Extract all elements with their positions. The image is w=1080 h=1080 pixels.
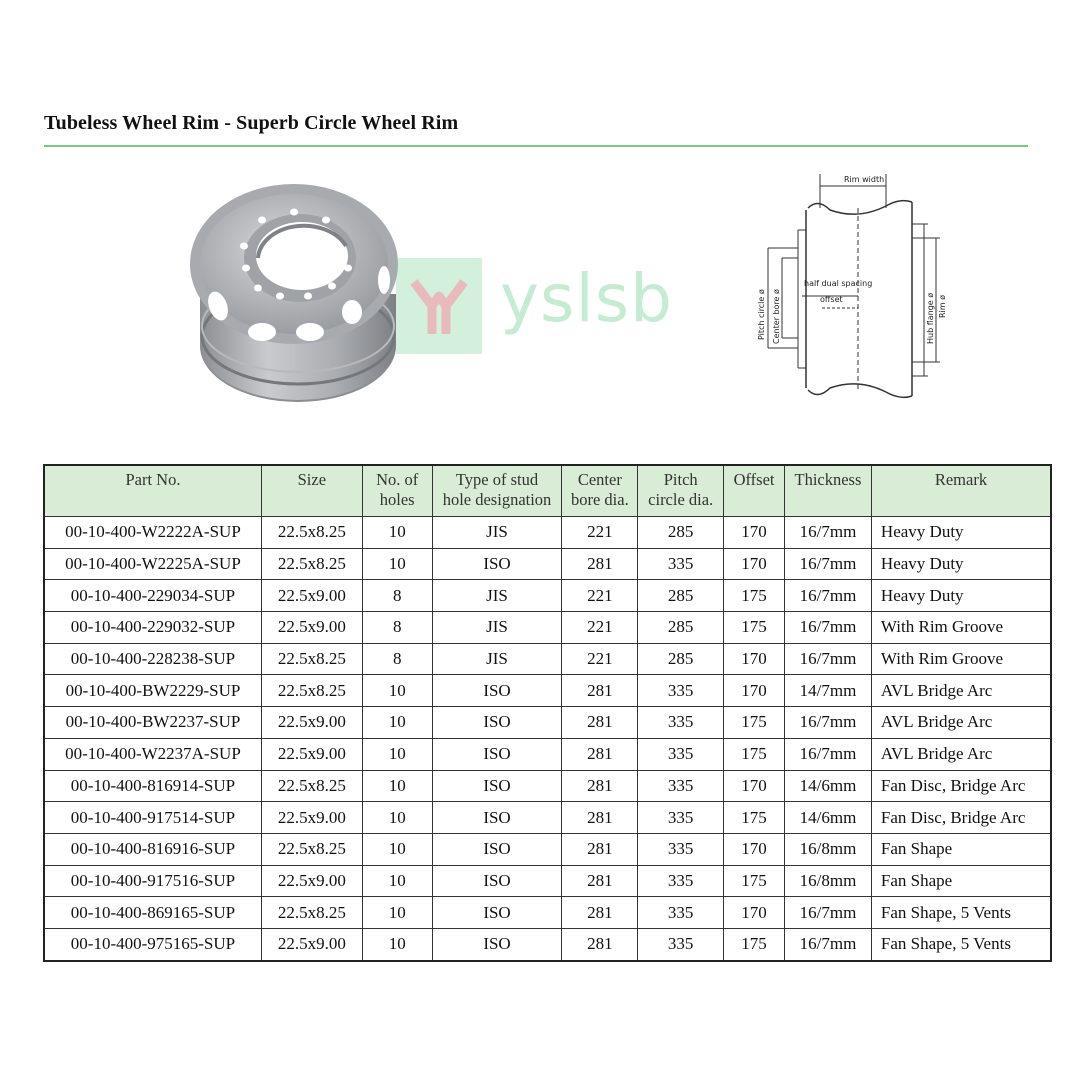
center-bore-cell: 281 <box>562 897 638 929</box>
part-no-cell: 00-10-400-869165-SUP <box>44 897 261 929</box>
offset-label: offset <box>820 295 843 304</box>
offset-cell: 175 <box>724 865 785 897</box>
part-no-cell: 00-10-400-W2222A-SUP <box>44 517 261 549</box>
part-no-cell: 00-10-400-228238-SUP <box>44 643 261 675</box>
holes-cell: 10 <box>362 738 432 770</box>
holes-cell: 10 <box>362 770 432 802</box>
center-bore-cell: 281 <box>562 865 638 897</box>
remark-cell: Fan Disc, Bridge Arc <box>871 802 1051 834</box>
pitch-circle-cell: 335 <box>638 928 724 960</box>
offset-cell: 175 <box>724 928 785 960</box>
thickness-cell: 16/7mm <box>785 738 872 770</box>
size-cell: 22.5x8.25 <box>261 643 362 675</box>
stud-hole-type-cell: ISO <box>432 738 562 770</box>
specifications-table <box>43 464 1052 962</box>
remark-cell: Heavy Duty <box>871 548 1051 580</box>
offset-cell: 170 <box>724 517 785 549</box>
center-bore-cell: 281 <box>562 928 638 960</box>
remark-cell: Fan Shape, 5 Vents <box>871 928 1051 960</box>
part-no-cell: 00-10-400-917514-SUP <box>44 802 261 834</box>
column-header-stud-hole-type: Type of stud hole designation <box>432 465 562 517</box>
center-bore-cell: 221 <box>562 517 638 549</box>
table-row <box>44 707 1051 739</box>
offset-cell: 170 <box>724 643 785 675</box>
thickness-cell: 16/8mm <box>785 833 872 865</box>
title-divider <box>44 145 1028 147</box>
stud-hole-type-cell: ISO <box>432 770 562 802</box>
rim-width-label: Rim width <box>844 175 885 184</box>
remark-cell: Fan Shape <box>871 833 1051 865</box>
remark-cell: Fan Shape <box>871 865 1051 897</box>
pitch-circle-cell: 285 <box>638 580 724 612</box>
stud-hole-type-cell: JIS <box>432 612 562 644</box>
center-bore-cell: 281 <box>562 738 638 770</box>
stud-hole-type-cell: ISO <box>432 928 562 960</box>
holes-cell: 10 <box>362 928 432 960</box>
table-row <box>44 517 1051 549</box>
remark-cell: With Rim Groove <box>871 643 1051 675</box>
thickness-cell: 14/6mm <box>785 770 872 802</box>
stud-hole-type-cell: ISO <box>432 802 562 834</box>
table-row <box>44 643 1051 675</box>
thickness-cell: 16/7mm <box>785 707 872 739</box>
pitch-circle-cell: 335 <box>638 802 724 834</box>
pitch-circle-label: Pitch circle ø <box>757 289 766 340</box>
table-row <box>44 802 1051 834</box>
holes-cell: 10 <box>362 548 432 580</box>
center-bore-cell: 281 <box>562 548 638 580</box>
rim-dia-label: Rim ø <box>938 294 947 318</box>
offset-cell: 175 <box>724 612 785 644</box>
watermark-logo-icon <box>410 276 468 336</box>
table-row <box>44 928 1051 960</box>
stud-hole-type-cell: ISO <box>432 897 562 929</box>
table-row <box>44 738 1051 770</box>
remark-cell: AVL Bridge Arc <box>871 707 1051 739</box>
column-header-thickness: Thickness <box>785 465 872 517</box>
pitch-circle-cell: 335 <box>638 897 724 929</box>
table-row <box>44 612 1051 644</box>
table-row <box>44 580 1051 612</box>
column-header-offset: Offset <box>724 465 785 517</box>
thickness-cell: 16/7mm <box>785 548 872 580</box>
remark-cell: Heavy Duty <box>871 517 1051 549</box>
watermark-text: yslsb <box>500 260 674 337</box>
column-header-size: Size <box>261 465 362 517</box>
thickness-cell: 16/7mm <box>785 612 872 644</box>
half-dual-spacing-label: half dual spacing <box>804 279 873 288</box>
offset-cell: 175 <box>724 802 785 834</box>
table-row <box>44 865 1051 897</box>
column-header-holes: No. of holes <box>362 465 432 517</box>
column-header-center-bore: Center bore dia. <box>562 465 638 517</box>
pitch-circle-cell: 335 <box>638 675 724 707</box>
pitch-circle-cell: 285 <box>638 612 724 644</box>
hub-flange-label: Hub flange ø <box>926 292 935 344</box>
pitch-circle-cell: 335 <box>638 833 724 865</box>
part-no-cell: 00-10-400-816914-SUP <box>44 770 261 802</box>
offset-cell: 170 <box>724 770 785 802</box>
part-no-cell: 00-10-400-BW2237-SUP <box>44 707 261 739</box>
thickness-cell: 14/6mm <box>785 802 872 834</box>
holes-cell: 8 <box>362 580 432 612</box>
table-row <box>44 548 1051 580</box>
thickness-cell: 16/7mm <box>785 928 872 960</box>
holes-cell: 10 <box>362 897 432 929</box>
column-header-part-no: Part No. <box>44 465 261 517</box>
remark-cell: With Rim Groove <box>871 612 1051 644</box>
offset-cell: 170 <box>724 548 785 580</box>
column-header-pitch-circle: Pitch circle dia. <box>638 465 724 517</box>
part-no-cell: 00-10-400-917516-SUP <box>44 865 261 897</box>
holes-cell: 8 <box>362 643 432 675</box>
part-no-cell: 00-10-400-816916-SUP <box>44 833 261 865</box>
size-cell: 22.5x8.25 <box>261 548 362 580</box>
stud-hole-type-cell: JIS <box>432 580 562 612</box>
part-no-cell: 00-10-400-BW2229-SUP <box>44 675 261 707</box>
holes-cell: 10 <box>362 517 432 549</box>
size-cell: 22.5x8.25 <box>261 770 362 802</box>
holes-cell: 10 <box>362 833 432 865</box>
size-cell: 22.5x8.25 <box>261 675 362 707</box>
thickness-cell: 16/8mm <box>785 865 872 897</box>
pitch-circle-cell: 285 <box>638 517 724 549</box>
size-cell: 22.5x9.00 <box>261 928 362 960</box>
part-no-cell: 00-10-400-229034-SUP <box>44 580 261 612</box>
stud-hole-type-cell: ISO <box>432 548 562 580</box>
remark-cell: Heavy Duty <box>871 580 1051 612</box>
table-header-row <box>44 465 1051 517</box>
thickness-cell: 16/7mm <box>785 517 872 549</box>
offset-cell: 170 <box>724 833 785 865</box>
center-bore-cell: 221 <box>562 580 638 612</box>
center-bore-cell: 281 <box>562 770 638 802</box>
stud-hole-type-cell: ISO <box>432 865 562 897</box>
size-cell: 22.5x9.00 <box>261 865 362 897</box>
stud-hole-type-cell: JIS <box>432 517 562 549</box>
offset-cell: 175 <box>724 738 785 770</box>
center-bore-cell: 281 <box>562 833 638 865</box>
pitch-circle-cell: 335 <box>638 707 724 739</box>
size-cell: 22.5x8.25 <box>261 897 362 929</box>
rim-cross-section-diagram <box>748 168 962 430</box>
pitch-circle-cell: 335 <box>638 770 724 802</box>
size-cell: 22.5x9.00 <box>261 580 362 612</box>
center-bore-cell: 281 <box>562 802 638 834</box>
watermark <box>396 258 696 358</box>
center-bore-cell: 281 <box>562 707 638 739</box>
wheel-rim-image <box>176 176 412 412</box>
table-body <box>44 517 1051 961</box>
part-no-cell: 00-10-400-W2237A-SUP <box>44 738 261 770</box>
pitch-circle-cell: 285 <box>638 643 724 675</box>
table-row <box>44 675 1051 707</box>
part-no-cell: 00-10-400-975165-SUP <box>44 928 261 960</box>
remark-cell: Fan Disc, Bridge Arc <box>871 770 1051 802</box>
holes-cell: 8 <box>362 612 432 644</box>
pitch-circle-cell: 335 <box>638 548 724 580</box>
size-cell: 22.5x9.00 <box>261 738 362 770</box>
table-row <box>44 897 1051 929</box>
offset-cell: 170 <box>724 897 785 929</box>
column-header-remark: Remark <box>871 465 1051 517</box>
stud-hole-type-cell: ISO <box>432 707 562 739</box>
table-row <box>44 833 1051 865</box>
remark-cell: Fan Shape, 5 Vents <box>871 897 1051 929</box>
table-row <box>44 770 1051 802</box>
center-bore-label: Center bore ø <box>772 289 781 344</box>
size-cell: 22.5x9.00 <box>261 802 362 834</box>
thickness-cell: 16/7mm <box>785 897 872 929</box>
page-title: Tubeless Wheel Rim - Superb Circle Wheel Rim <box>44 112 459 134</box>
thickness-cell: 16/7mm <box>785 580 872 612</box>
offset-cell: 170 <box>724 675 785 707</box>
remark-cell: AVL Bridge Arc <box>871 675 1051 707</box>
part-no-cell: 00-10-400-229032-SUP <box>44 612 261 644</box>
offset-cell: 175 <box>724 707 785 739</box>
remark-cell: AVL Bridge Arc <box>871 738 1051 770</box>
holes-cell: 10 <box>362 802 432 834</box>
pitch-circle-cell: 335 <box>638 865 724 897</box>
holes-cell: 10 <box>362 865 432 897</box>
pitch-circle-cell: 335 <box>638 738 724 770</box>
center-bore-cell: 221 <box>562 612 638 644</box>
offset-cell: 175 <box>724 580 785 612</box>
size-cell: 22.5x9.00 <box>261 612 362 644</box>
size-cell: 22.5x9.00 <box>261 707 362 739</box>
center-bore-cell: 221 <box>562 643 638 675</box>
thickness-cell: 16/7mm <box>785 643 872 675</box>
stud-hole-type-cell: ISO <box>432 833 562 865</box>
stud-hole-type-cell: JIS <box>432 643 562 675</box>
size-cell: 22.5x8.25 <box>261 517 362 549</box>
size-cell: 22.5x8.25 <box>261 833 362 865</box>
part-no-cell: 00-10-400-W2225A-SUP <box>44 548 261 580</box>
holes-cell: 10 <box>362 675 432 707</box>
stud-hole-type-cell: ISO <box>432 675 562 707</box>
thickness-cell: 14/7mm <box>785 675 872 707</box>
center-bore-cell: 281 <box>562 675 638 707</box>
holes-cell: 10 <box>362 707 432 739</box>
